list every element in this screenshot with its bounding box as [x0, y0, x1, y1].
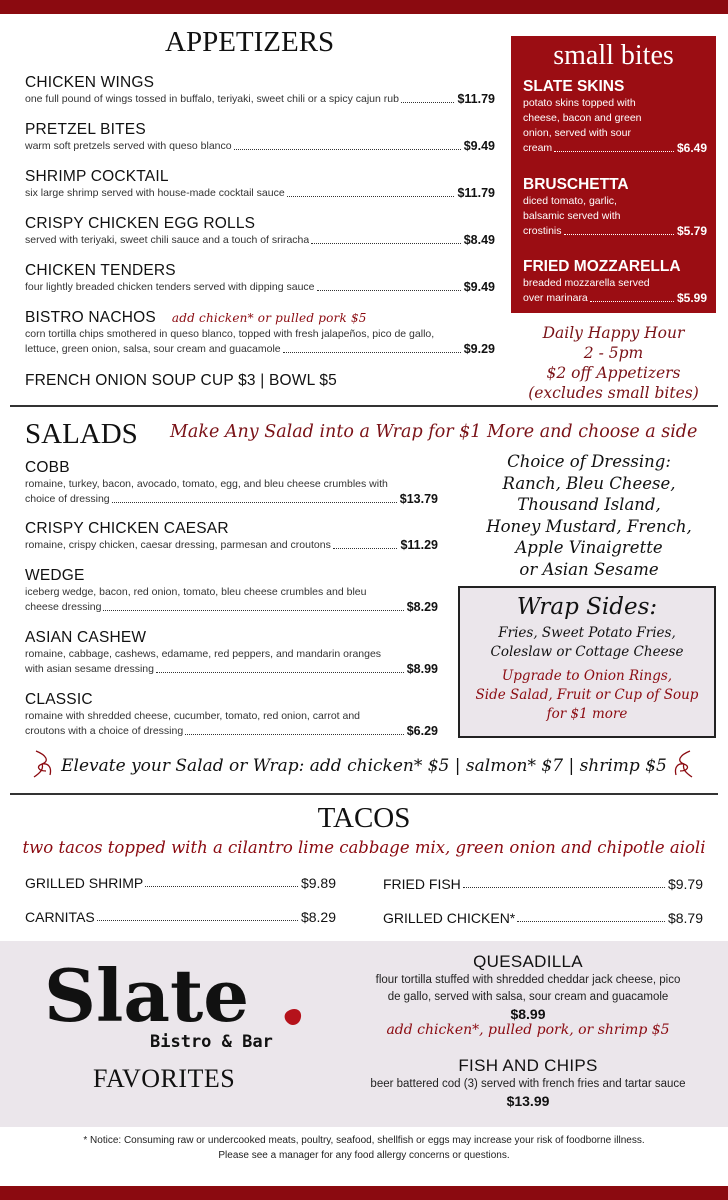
item-name: SLATE SKINS [523, 78, 625, 95]
menu-item [25, 121, 495, 154]
item-price: $9.49 [463, 280, 495, 294]
item-description: romaine with shredded cheese, cucumber, tomato, red onion, carrot and [25, 710, 361, 722]
dressing-line: Honey Mustard, French, [486, 516, 692, 536]
item-price: $9.89 [300, 875, 336, 891]
wrap-note: Make Any Salad into a Wrap for $1 More and choose a side [170, 422, 698, 442]
item-name: BRUSCHETTA [523, 176, 629, 193]
item-price: $13.79 [399, 492, 438, 506]
item-price: $8.29 [300, 909, 336, 925]
item-description: flour tortilla stuffed with shredded cheddar jack cheese, pico [375, 974, 681, 986]
item-description: one full pound of wings tossed in buffalo, teriyaki, sweet chili or a spicy cajun rub [25, 93, 399, 105]
logo-subtitle: Bistro & Bar [150, 1032, 273, 1052]
swirl-ornament-right-icon [670, 749, 694, 779]
wrap-side-line: Coleslaw or Cottage Cheese [490, 644, 684, 660]
taco-item [25, 875, 336, 891]
wrap-upgrade-line: for $1 more [546, 706, 628, 722]
item-price: $5.79 [676, 224, 707, 238]
item-name: FISH AND CHIPS [458, 1056, 598, 1075]
item-description: with asian sesame dressing [25, 663, 154, 675]
item-price: $9.79 [667, 876, 703, 892]
elevate-note: Elevate your Salad or Wrap: add chicken* $5 | salmon* $7 | shrimp $5 [61, 756, 667, 776]
taco-item [25, 909, 336, 925]
item-name: CRISPY CHICKEN EGG ROLLS [25, 215, 256, 232]
item-name: ASIAN CASHEW [25, 629, 147, 646]
item-description: onion, served with sour [523, 127, 631, 139]
item-addon: add chicken* or pulled pork $5 [171, 311, 367, 325]
item-price: $8.99 [510, 1006, 546, 1022]
item-description: beer battered cod (3) served with french fries and tartar sauce [370, 1078, 686, 1090]
wrap-upgrade-line: Side Salad, Fruit or Cup of Soup [475, 687, 699, 703]
item-description: romaine, cabbage, cashews, edamame, red peppers, and mandarin oranges [25, 648, 382, 660]
notice-line: * Notice: Consuming raw or undercooked meats, poultry, seafood, shellfish or eggs may increase your risk of foodborne illness. [83, 1135, 645, 1146]
menu-item [25, 691, 438, 739]
item-description: served with teriyaki, sweet chili sauce and a touch of sriracha [25, 234, 310, 246]
item-price: $9.49 [463, 139, 495, 153]
item-description: cheese dressing [25, 601, 102, 613]
item-price: $8.99 [406, 662, 438, 676]
salads-title: SALADS [25, 418, 138, 450]
happy-hour-line: (excludes small bites) [528, 384, 699, 402]
top-border-bar [0, 0, 728, 14]
item-price: $8.79 [667, 910, 703, 926]
item-description: breaded mozzarella served [523, 277, 650, 289]
item-description: romaine, crispy chicken, caesar dressing, parmesan and croutons [25, 539, 331, 551]
wrap-side-line: Fries, Sweet Potato Fries, [498, 625, 676, 641]
item-description: cheese, bacon and green [523, 112, 642, 124]
item-price: $11.79 [457, 92, 495, 106]
item-name: CHICKEN TENDERS [25, 262, 176, 279]
item-name: BISTRO NACHOS [25, 309, 156, 326]
dressing-line: Ranch, Bleu Cheese, [502, 473, 676, 493]
small-bites-title: small bites [553, 40, 674, 71]
taco-item [383, 876, 703, 892]
item-description: potato skins topped with [523, 97, 636, 109]
wrap-sides-title: Wrap Sides: [516, 594, 658, 620]
menu-item-nachos [25, 309, 495, 357]
menu-item [25, 168, 495, 201]
food-safety-notice [0, 1133, 728, 1163]
item-addon: add chicken*, pulled pork, or shrimp $5 [386, 1022, 670, 1038]
item-description: warm soft pretzels served with queso blanco [25, 140, 232, 152]
item-price: $5.99 [676, 291, 707, 305]
happy-hour-line: $2 off Appetizers [546, 364, 681, 382]
item-description: lettuce, green onion, salsa, sour cream and guacamole [25, 343, 281, 355]
menu-item [25, 520, 438, 553]
item-price: $6.29 [406, 724, 438, 738]
item-name: COBB [25, 459, 70, 476]
item-name: WEDGE [25, 567, 85, 584]
item-description: croutons with a choice of dressing [25, 725, 184, 737]
fish-and-chips-item [355, 1056, 701, 1109]
slate-logo [42, 955, 304, 1053]
item-name: GRILLED SHRIMP [25, 875, 144, 891]
notice-line: Please see a manager for any food allergy concerns or questions. [218, 1150, 510, 1161]
item-description: over marinara [523, 292, 588, 304]
happy-hour-note [511, 323, 716, 403]
menu-item [25, 215, 495, 248]
item-name: QUESADILLA [473, 952, 583, 971]
item-price: $11.29 [400, 538, 438, 552]
item-description: balsamic served with [523, 210, 621, 222]
item-name: GRILLED CHICKEN* [383, 910, 516, 926]
item-description: diced tomato, garlic, [523, 195, 617, 207]
item-price: $8.29 [406, 600, 438, 614]
wrap-sides-box [458, 586, 716, 738]
item-description: iceberg wedge, bacon, red onion, tomato, bleu cheese crumbles and bleu [25, 586, 367, 598]
menu-item [25, 567, 438, 615]
tacos-title: TACOS [317, 802, 411, 834]
item-description: de gallo, served with salsa, sour cream and guacamole [387, 991, 669, 1003]
item-price: $6.49 [676, 141, 707, 155]
item-name: PRETZEL BITES [25, 121, 146, 138]
item-price: $11.79 [457, 186, 495, 200]
dressing-line: Thousand Island, [517, 495, 661, 514]
bite-item [523, 258, 707, 306]
bite-item [523, 176, 707, 239]
item-description: six large shrimp served with house-made cocktail sauce [25, 187, 285, 199]
item-name: CHICKEN WINGS [25, 74, 155, 91]
taco-item [383, 910, 703, 926]
happy-hour-line: Daily Happy Hour [542, 324, 685, 342]
menu-item [25, 629, 438, 677]
favorites-title: FAVORITES [93, 1064, 236, 1093]
item-name: FRIED MOZZARELLA [523, 258, 681, 275]
item-description: corn tortilla chips smothered in queso blanco, topped with fresh jalapeños, pico de gallo, [25, 328, 435, 340]
item-description: cream [523, 142, 553, 154]
logo-red-dot-icon [285, 1009, 301, 1025]
happy-hour-line: 2 - 5pm [583, 344, 644, 362]
logo-wordmark: Slate [44, 955, 250, 1038]
menu-item [25, 262, 495, 295]
item-price: $13.99 [506, 1093, 550, 1109]
dressing-line: Apple Vinaigrette [515, 538, 663, 557]
item-description: four lightly breaded chicken tenders served with dipping sauce [25, 281, 315, 293]
menu-item [25, 459, 438, 507]
bottom-border-bar [0, 1186, 728, 1200]
item-price: $9.29 [463, 342, 495, 356]
item-name: SHRIMP COCKTAIL [25, 168, 169, 185]
dressing-options [470, 451, 708, 580]
section-divider [10, 405, 718, 407]
section-divider [10, 793, 718, 795]
quesadilla-item [355, 952, 701, 1038]
item-name: CRISPY CHICKEN CAESAR [25, 520, 229, 537]
item-name: CARNITAS [25, 909, 95, 925]
appetizers-title: APPETIZERS [165, 26, 335, 58]
item-name: CLASSIC [25, 691, 93, 708]
menu-item [25, 74, 495, 107]
dressing-line: Choice of Dressing: [507, 452, 671, 471]
item-price: $8.49 [463, 233, 495, 247]
item-description: romaine, turkey, bacon, avocado, tomato, egg, and bleu cheese crumbles with [25, 478, 388, 490]
soup-item: FRENCH ONION SOUP CUP $3 | BOWL $5 [25, 372, 338, 389]
dressing-line: or Asian Sesame [519, 559, 659, 579]
small-bites-box [511, 36, 716, 313]
item-description: crostinis [523, 225, 562, 237]
item-name: FRIED FISH [383, 876, 461, 892]
bite-item [523, 78, 707, 156]
tacos-subtitle: two tacos topped with a cilantro lime cabbage mix, green onion and chipotle aioli [22, 838, 706, 857]
wrap-upgrade-line: Upgrade to Onion Rings, [501, 668, 673, 684]
item-description: choice of dressing [25, 493, 110, 505]
